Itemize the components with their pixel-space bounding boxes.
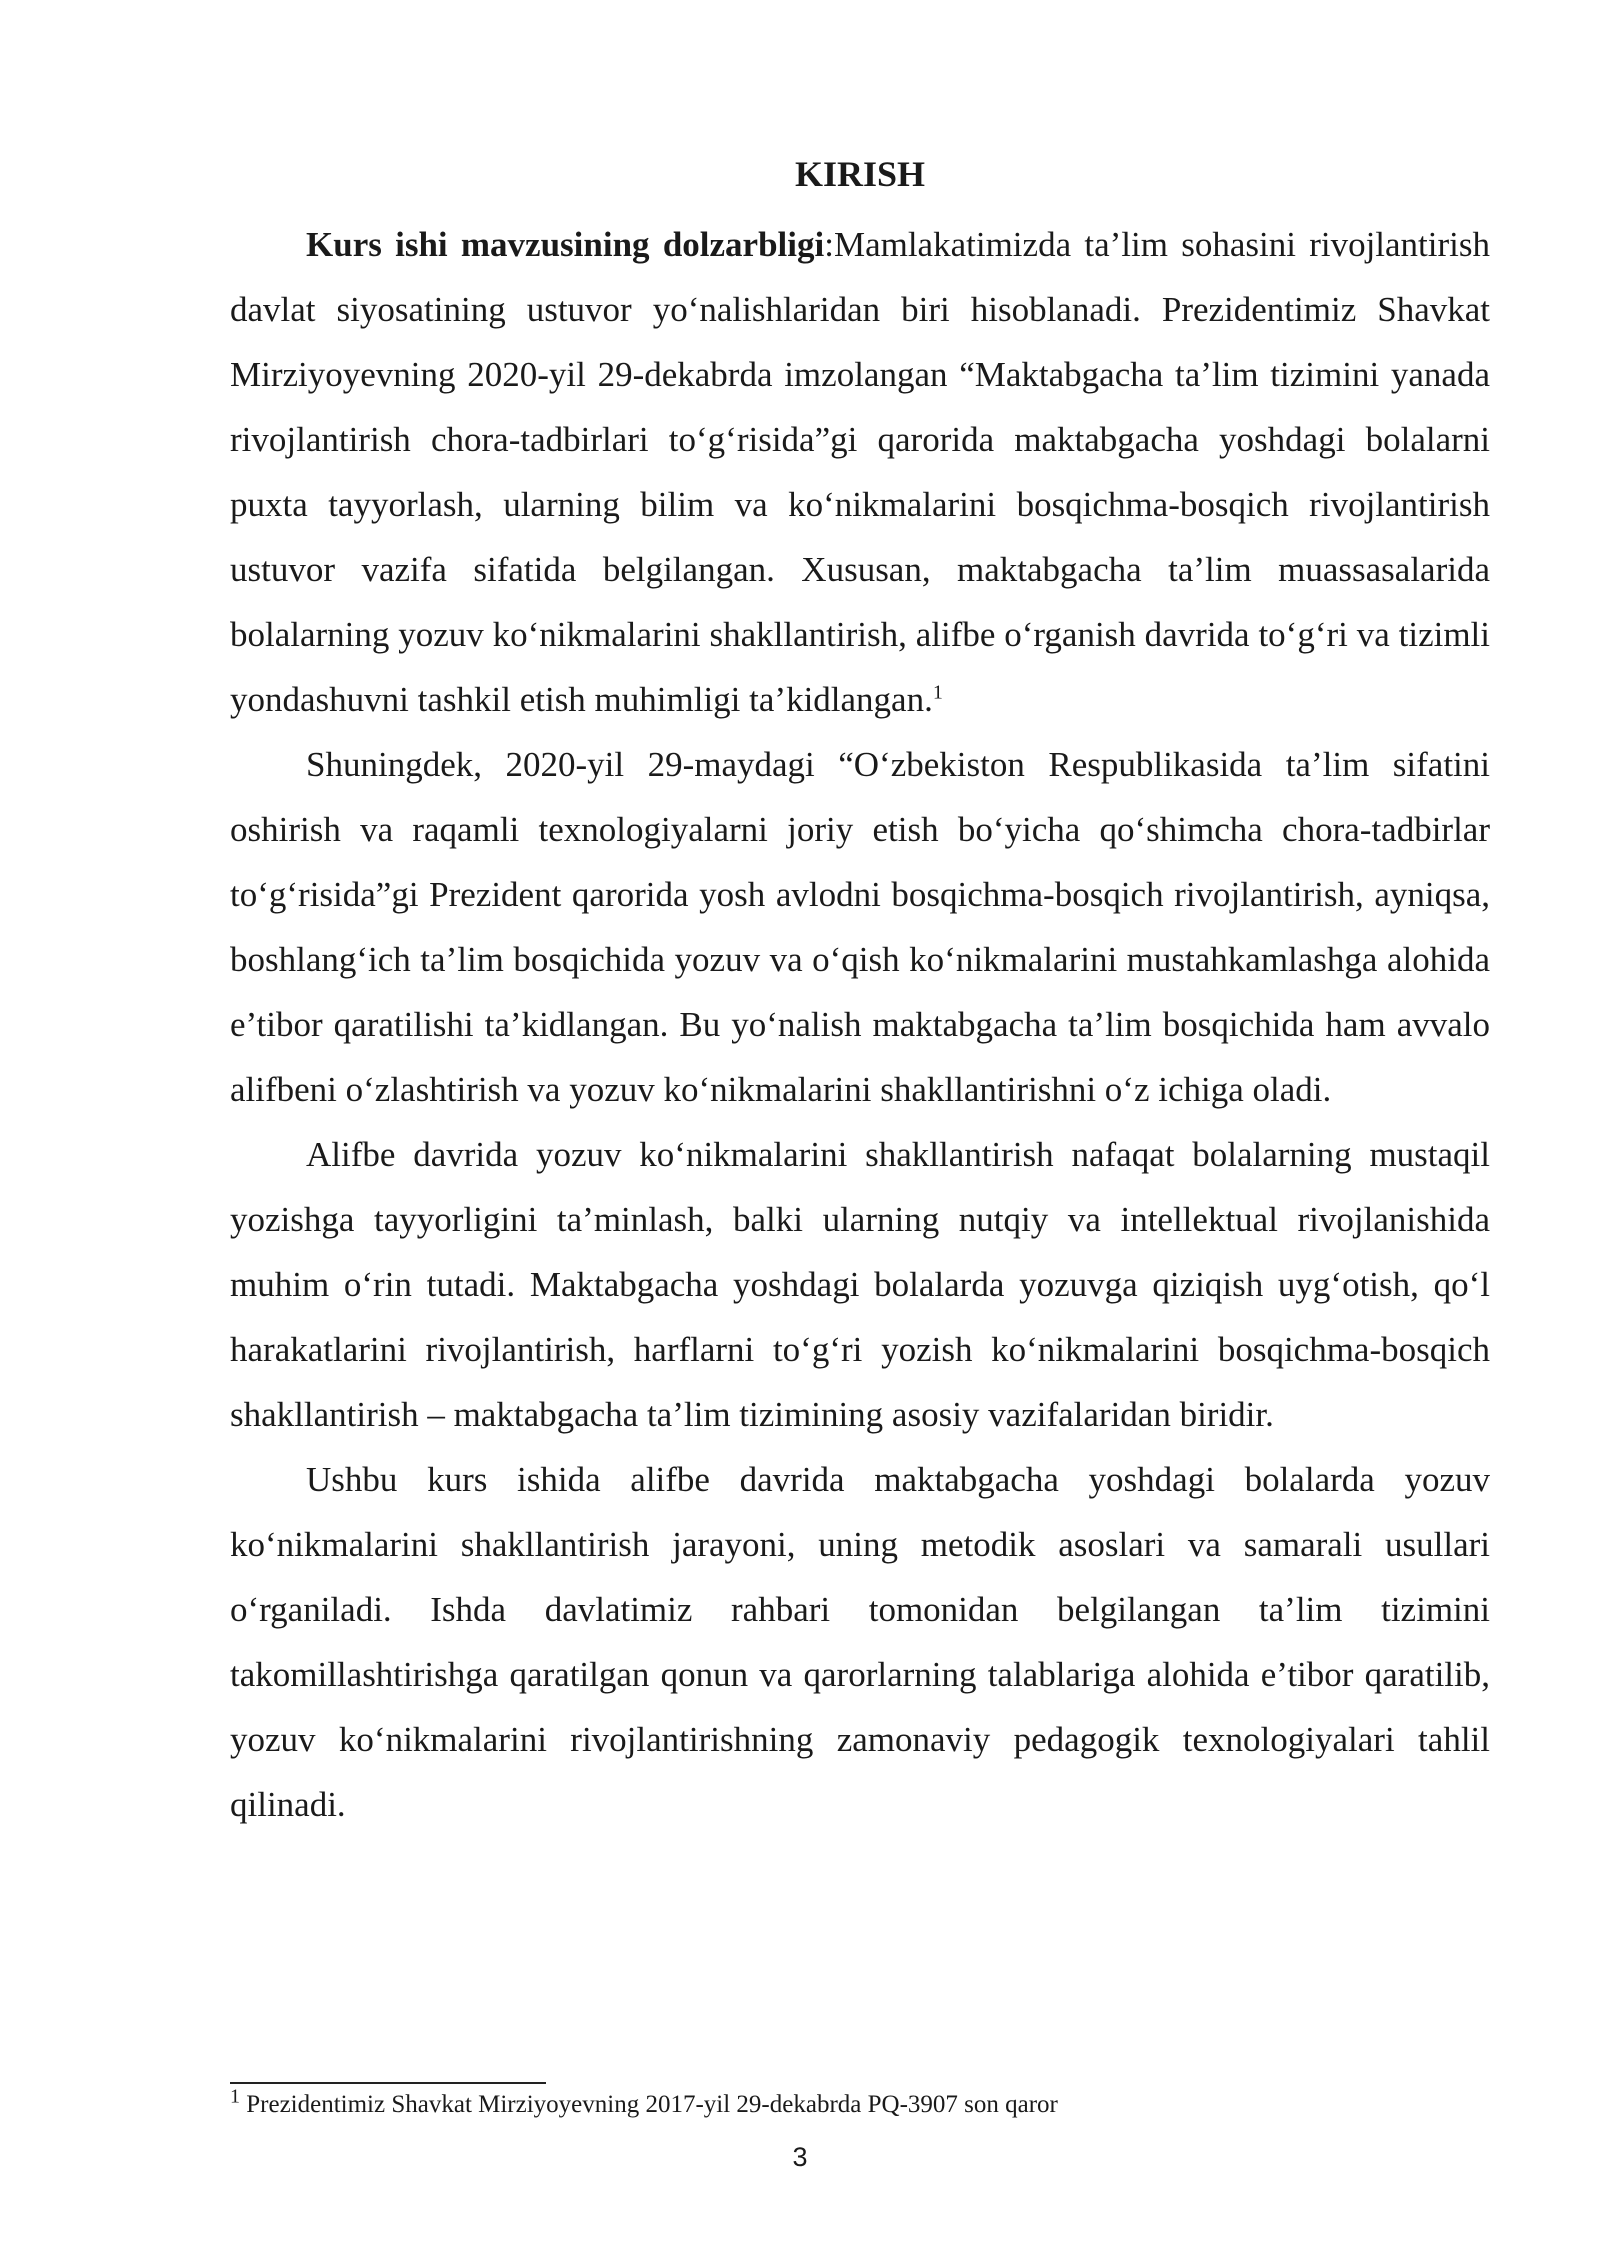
- relevance-lead-bold: Kurs ishi mavzusining dolzarbligi: [306, 225, 825, 264]
- page-heading: KIRISH: [794, 154, 926, 194]
- paragraph-decree: Shuningdek, 2020-yil 29-maydagi “O‘zbekiston Respublikasida ta’lim sifatini oshirish va raqamli texnologiyalarni joriy etish bo‘yicha qo‘shimcha chora-tadbirlar to‘g‘risida”gi Prezident qarorida yosh avlodni bosqichma-bosqich rivojlantirish, ayniqsa, boshlang‘ich ta’lim bosqichida yozuv va o‘qish ko‘nikmalarini mustahkamlashga alohida e’tibor qaratilishi ta’kidlangan. Bu yo‘nalish maktabgacha ta’lim bosqichida ham avvalo alifbeni o‘zlashtirish va yozuv ko‘nikmalarini shakllantirishni o‘z ichiga oladi.: [230, 745, 1490, 1109]
- footnote-separator: [230, 2082, 546, 2084]
- footnote-marker: 1: [230, 2085, 240, 2108]
- paragraph-alphabet-period: Alifbe davrida yozuv ko‘nikmalarini shakllantirish nafaqat bolalarning mustaqil yozishga tayyorligini ta’minlash, balki ularning nutqiy va intellektual rivojlanishida muhim o‘rin tutadi. Maktabgacha yoshdagi bolalarda yozuvga qiziqish uyg‘otish, qo‘l harakatlarini rivojlantirish, harflarni to‘g‘ri yozish ko‘nikmalarini bosqichma-bosqich shakllantirish – maktabgacha ta’lim tizimining asosiy vazifalaridan biridir.: [230, 1135, 1490, 1434]
- page-number: 3: [792, 2142, 808, 2172]
- document-page: [230, 148, 1490, 1837]
- footnote-reference[interactable]: 1: [932, 681, 943, 704]
- footnote-text: Prezidentimiz Shavkat Mirziyoyevning 2017-yil 29-dekabrda PQ-3907 son qaror: [240, 2091, 1058, 2118]
- paragraph-course-work: Ushbu kurs ishida alifbe davrida maktabgacha yoshdagi bolalarda yozuv ko‘nikmalarini shakllantirish jarayoni, uning metodik asoslari va samarali usullari o‘rganiladi. Ishda davlatimiz rahbari tomonidan belgilangan ta’lim tizimini takomillashtirishga qaratilgan qonun va qarorlarning talablariga alohida e’tibor qaratilib, yozuv ko‘nikmalarini rivojlantirishning zamonaviy pedagogik texnologiyalari tahlil qilinadi.: [230, 1460, 1490, 1824]
- paragraph-relevance: [230, 212, 1490, 732]
- footnote: [230, 2085, 1490, 2122]
- relevance-text: :Mamlakatimizda ta’lim sohasini rivojlantirish davlat siyosatining ustuvor yo‘nalishlaridan biri hisoblanadi. Prezidentimiz Shavkat Mirziyoyevning 2020-yil 29-dekabrda imzolangan “Maktabgacha ta’lim tizimini yanada rivojlantirish chora-tadbirlari to‘g‘risida”gi qarorida maktabgacha yoshdagi bolalarni puxta tayyorlash, ularning bilim va ko‘nikmalarini bosqichma-bosqich rivojlantirish ustuvor vazifa sifatida belgilangan. Xususan, maktabgacha ta’lim muassasalarida bolalarning yozuv ko‘nikmalarini shakllantirish, alifbe o‘rganish davrida to‘g‘ri va tizimli yondashuvni tashkil etish muhimligi ta’kidlangan.: [230, 225, 1491, 719]
